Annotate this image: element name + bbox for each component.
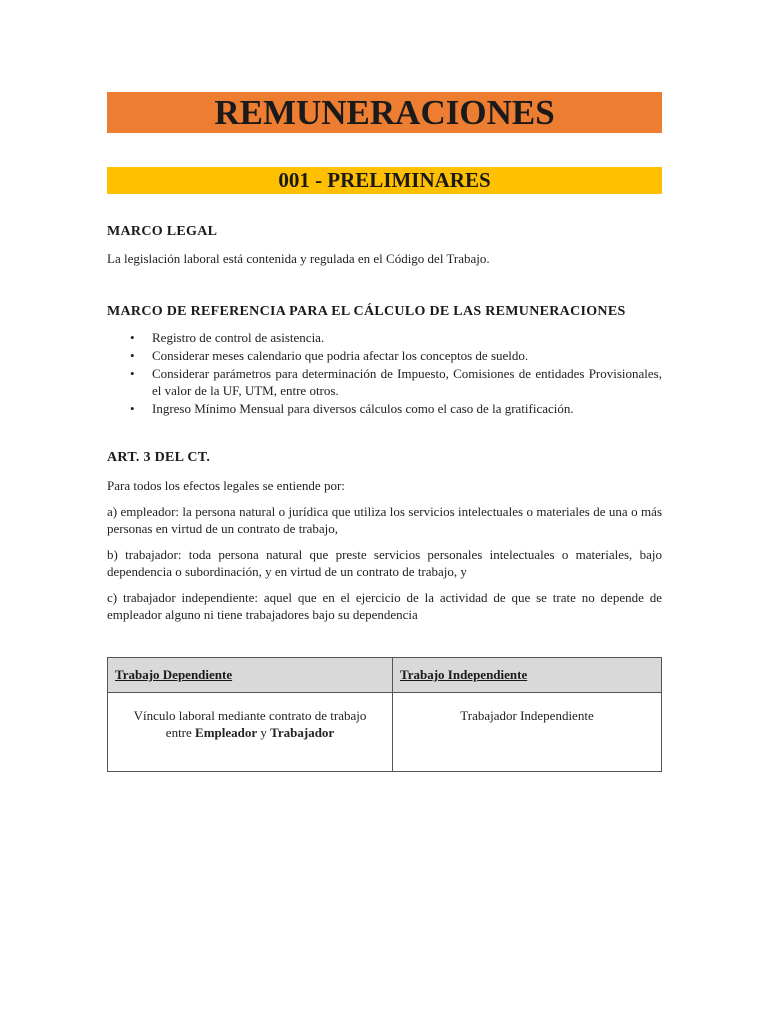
paragraph-definition-independiente: c) trabajador independiente: aquel que en el ejercicio de la actividad de que se trate no depende de empleador alguno ni tiene trabajadores bajo su dependencia (107, 590, 662, 622)
table-header-label: Trabajo Dependiente (115, 667, 233, 682)
cell-text-empleador: Empleador (195, 725, 258, 740)
bullet-icon: • (130, 330, 135, 345)
list-item (107, 329, 662, 346)
paragraph-marco-legal: La legislación laboral está contenida y regulada en el Código del Trabajo. (107, 251, 490, 266)
table-cell-independiente (393, 693, 662, 772)
list-item-text: Registro de control de asistencia. (152, 330, 325, 345)
comparison-table (107, 657, 662, 772)
bullet-icon: • (130, 366, 135, 381)
list-item (107, 365, 662, 399)
list-item-text: Considerar meses calendario que podria afectar los conceptos de sueldo. (152, 348, 529, 363)
cell-text: Trabajador Independiente (460, 708, 594, 723)
paragraph-definition-trabajador: b) trabajador: toda persona natural que preste servicios personales intelectuales o materiales, bajo dependencia o subordinación, y en virtud de un contrato de trabajo, y (107, 547, 662, 579)
heading-marco-legal: MARCO LEGAL (107, 224, 218, 239)
paragraph-art3-intro: Para todos los efectos legales se entiende por: (107, 478, 345, 493)
document-page (107, 92, 662, 772)
table-header-independiente (393, 658, 662, 693)
heading-marco-referencia: MARCO DE REFERENCIA PARA EL CÁLCULO DE LAS REMUNERACIONES (107, 304, 626, 319)
document-title: REMUNERACIONES (107, 92, 662, 133)
cell-text-trabajador: Trabajador (270, 725, 335, 740)
list-item-text: Ingreso Mínimo Mensual para diversos cálculos como el caso de la gratificación. (152, 401, 574, 416)
table-cell-dependiente (108, 693, 393, 772)
list-item-text: Considerar parámetros para determinación de Impuesto, Comisiones de entidades Provisionales, el valor de la UF, UTM, entre otros. (152, 366, 662, 398)
bullet-list (107, 329, 662, 417)
table-header-row (108, 658, 662, 693)
list-item (107, 347, 662, 364)
list-item (107, 400, 662, 417)
section-subtitle: 001 - PRELIMINARES (107, 167, 662, 194)
table-header-dependiente (108, 658, 393, 693)
cell-text-connector: y (257, 725, 271, 740)
table-header-label: Trabajo Independiente (400, 667, 528, 682)
table-row (108, 693, 662, 772)
bullet-icon: • (130, 348, 135, 363)
paragraph-definition-empleador: a) empleador: la persona natural o jurídica que utiliza los servicios intelectuales o materiales de una o más personas en virtud de un contrato de trabajo, (107, 504, 662, 536)
cell-text-prefix: entre (165, 725, 196, 740)
bullet-icon: • (130, 401, 135, 416)
cell-text-line1: Vínculo laboral mediante contrato de trabajo (133, 708, 367, 723)
heading-art3: ART. 3 DEL CT. (107, 450, 211, 465)
